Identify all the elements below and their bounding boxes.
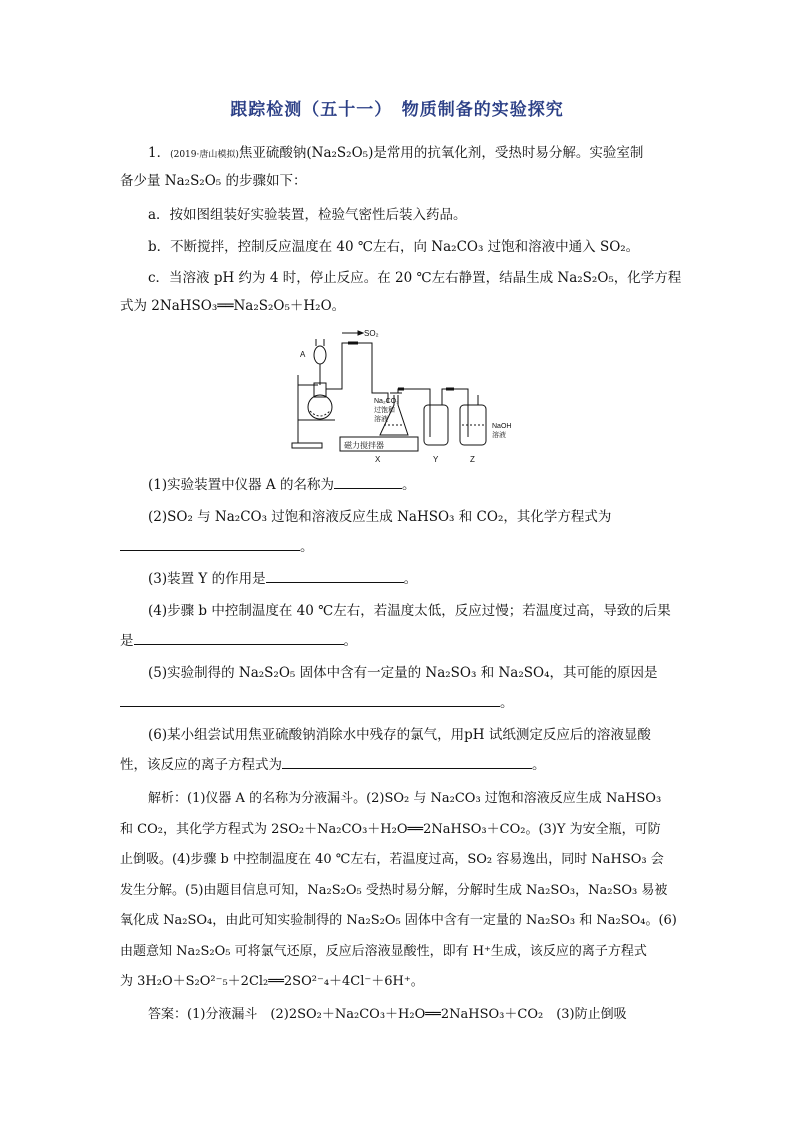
label-y: Y	[433, 455, 439, 464]
stirrer-label: 磁力搅拌器	[344, 441, 384, 450]
subquestion-2-line-1: (2)SO₂ 与 Na₂CO₃ 过饱和溶液反应生成 NaHSO₃ 和 CO₂，其化学方程式为	[148, 509, 612, 525]
apparatus-diagram	[280, 325, 540, 470]
subquestion-4-line-1: (4)步骤 b 中控制温度在 40 ℃左右，若温度太低，反应过慢；若温度过高，导致的后果	[148, 603, 671, 619]
period: 。	[401, 477, 416, 493]
so2-label: SO₂	[364, 329, 379, 338]
subquestion-6-text: 性，该反应的离子方程式为	[120, 757, 282, 773]
na2co3-label-2: 过饱和	[374, 407, 395, 414]
subquestion-2-line-2	[120, 536, 680, 557]
analysis-line-4: 发生分解。(5)由题目信息可知，Na₂S₂O₅ 受热时易分解，分解时生成 Na₂SO₃，Na₂SO₃ 易被	[120, 883, 668, 898]
subquestion-5-line-1: (5)实验制得的 Na₂S₂O₅ 固体中含有一定量的 Na₂SO₃ 和 Na₂SO₄，其可能的原因是	[148, 665, 658, 681]
question-source: (2019·唐山模拟)	[170, 150, 239, 160]
subquestion-4-text: 是	[120, 633, 134, 649]
analysis-line-1: 解析：(1)仪器 A 的名称为分液漏斗。(2)SO₂ 与 Na₂CO₃ 过饱和溶液反应生成 NaHSO₃	[148, 791, 662, 806]
period: 。	[343, 633, 357, 649]
subquestion-4-line-2	[120, 630, 680, 651]
step-b: b．不断搅拌，控制反应温度在 40 ℃左右，向 Na₂CO₃ 过饱和溶液中通入 SO₂。	[148, 239, 640, 255]
step-c-line-2: 式为 2NaHSO₃══Na₂S₂O₅＋H₂O。	[120, 298, 346, 314]
step-c-line-1: c．当溶液 pH 约为 4 时，停止反应。在 20 ℃左右静置，结晶生成 Na₂S₂O₅，化学方程	[148, 270, 682, 286]
analysis-line-2: 和 CO₂，其化学方程式为 2SO₂＋Na₂CO₃＋H₂O══2NaHSO₃＋CO₂。(3)Y 为安全瓶，可防	[120, 822, 661, 837]
round-flask	[308, 395, 332, 419]
question-1-intro-line-2: 备少量 Na₂S₂O₅ 的步骤如下：	[120, 173, 307, 189]
period: 。	[532, 757, 546, 773]
analysis-line-7: 为 3H₂O＋S₂O²⁻₅＋2Cl₂══2SO²⁻₄＋4Cl⁻＋6H⁺。	[120, 974, 424, 989]
answer-line: 答案：(1)分液漏斗 (2)2SO₂＋Na₂CO₃＋H₂O══2NaHSO₃＋CO₂ (3)防止倒吸	[148, 1007, 627, 1022]
answer-blank-2[interactable]	[120, 536, 300, 551]
apparatus-svg	[280, 325, 540, 470]
analysis-line-3: 止倒吸。(4)步骤 b 中控制温度在 40 ℃左右，若温度过高，SO₂ 容易逸出，同时 NaHSO₃ 会	[120, 852, 664, 867]
separatory-funnel	[314, 346, 326, 364]
stand-base	[292, 443, 322, 448]
gas-tube	[326, 343, 388, 403]
subquestion-6-line-1: (6)某小组尝试用焦亚硫酸钠消除水中残存的氯气，用pH 试纸测定反应后的溶液显酸	[148, 727, 651, 743]
period: 。	[403, 571, 418, 587]
label-x: X	[375, 455, 381, 464]
label-z: Z	[470, 455, 475, 464]
answer-blank-3[interactable]	[266, 568, 404, 583]
na2co3-label-3: 溶液	[374, 416, 388, 423]
subquestion-1	[148, 474, 680, 495]
step-a: a．按如图组装好实验装置，检验气密性后装入药品。	[148, 207, 467, 223]
analysis-line-6: 由题意知 Na₂S₂O₅ 可将氯气还原，反应后溶液显酸性，即有 H⁺生成，该反应的离子方程式	[120, 944, 647, 959]
period: 。	[300, 539, 314, 555]
answer-blank-6[interactable]	[282, 754, 532, 769]
subquestion-1-text: (1)实验装置中仪器 A 的名称为	[148, 477, 334, 493]
naoh-label-2: 溶液	[492, 432, 506, 439]
naoh-label-1: NaOH	[492, 423, 512, 430]
answer-blank-1[interactable]	[334, 474, 402, 489]
bottle-y	[424, 405, 448, 445]
na2co3-label-1: Na₂CO₃	[374, 398, 400, 405]
subquestion-5-line-2	[120, 692, 680, 713]
period: 。	[500, 695, 514, 711]
question-1-intro-line-1	[148, 143, 680, 165]
subquestion-6-line-2	[120, 754, 680, 775]
answer-blank-5[interactable]	[120, 692, 500, 707]
subquestion-3	[148, 568, 680, 589]
label-a: A	[300, 350, 306, 359]
subquestion-3-text: (3)装置 Y 的作用是	[148, 571, 266, 587]
answer-blank-4[interactable]	[134, 630, 344, 645]
question-number: 1．	[148, 145, 171, 161]
page-title: 跟踪检测（五十一） 物质制备的实验探究	[230, 100, 564, 120]
analysis-line-5: 氧化成 Na₂SO₄，由此可知实验制得的 Na₂S₂O₅ 固体中含有一定量的 Na₂SO₃ 和 Na₂SO₄。(6)	[120, 913, 677, 928]
intro-text-1: 焦亚硫酸钠(Na₂S₂O₅)是常用的抗氧化剂，受热时易分解。实验室制	[238, 145, 644, 161]
